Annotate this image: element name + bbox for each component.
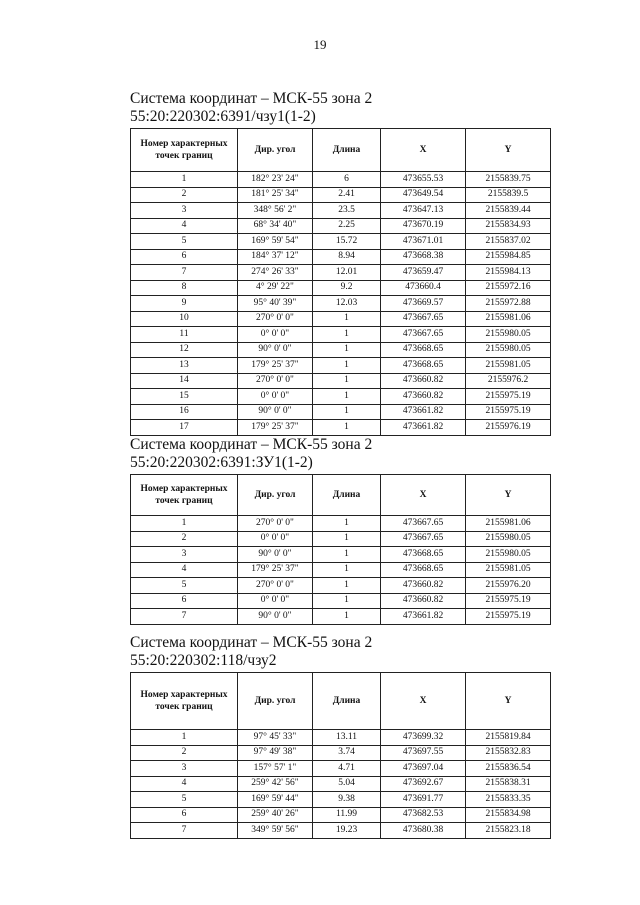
cell-x: 473647.13 [381, 203, 466, 219]
cell-x: 473668.65 [381, 358, 466, 374]
cell-y: 2155839.44 [466, 203, 551, 219]
cell-x: 473667.65 [381, 516, 466, 532]
cell-y: 2155981.06 [466, 516, 551, 532]
cell-point: 13 [131, 358, 238, 374]
cell-x: 473692.67 [381, 776, 466, 792]
header-length: Длина [313, 129, 381, 172]
cell-length: 9.2 [313, 280, 381, 296]
cell-length: 2.25 [313, 218, 381, 234]
cell-x: 473668.38 [381, 249, 466, 265]
cell-x: 473682.53 [381, 807, 466, 823]
table-row [131, 172, 551, 188]
cell-length: 1 [313, 311, 381, 327]
section-title-system: Система координат – МСК-55 зона 2 [130, 634, 373, 651]
cell-x: 473660.82 [381, 389, 466, 405]
cell-y: 2155972.88 [466, 296, 551, 312]
coordinates-table [130, 474, 551, 625]
cell-length: 1 [313, 389, 381, 405]
cell-y: 2155975.19 [466, 389, 551, 405]
table-row [131, 531, 551, 547]
cell-angle: 270° 0' 0" [238, 578, 313, 594]
table-header-row [131, 129, 551, 172]
cell-length: 19.23 [313, 823, 381, 839]
coordinate-section-1 [130, 90, 550, 436]
cell-x: 473680.38 [381, 823, 466, 839]
cell-y: 2155981.06 [466, 311, 551, 327]
cell-angle: 259° 40' 26" [238, 807, 313, 823]
cell-x: 473667.65 [381, 531, 466, 547]
table-row [131, 389, 551, 405]
cell-x: 473661.82 [381, 420, 466, 436]
table-row [131, 311, 551, 327]
cell-angle: 274° 26' 33" [238, 265, 313, 281]
section-title-parcel: 55:20:220302:6391:ЗУ1(1-2) [130, 454, 313, 471]
cell-y: 2155838.31 [466, 776, 551, 792]
table-row [131, 249, 551, 265]
section-title-parcel: 55:20:220302:118/чзу2 [130, 652, 277, 669]
coordinate-section-3 [130, 634, 550, 839]
table-row [131, 593, 551, 609]
cell-point: 3 [131, 547, 238, 563]
cell-x: 473660.82 [381, 593, 466, 609]
cell-y: 2155832.83 [466, 745, 551, 761]
cell-x: 473697.55 [381, 745, 466, 761]
cell-y: 2155976.2 [466, 373, 551, 389]
table-row [131, 823, 551, 839]
cell-x: 473670.19 [381, 218, 466, 234]
cell-y: 2155837.02 [466, 234, 551, 250]
table-row [131, 218, 551, 234]
section-title-system: Система координат – МСК-55 зона 2 [130, 436, 373, 453]
cell-angle: 4° 29' 22" [238, 280, 313, 296]
cell-x: 473667.65 [381, 311, 466, 327]
table-row [131, 761, 551, 777]
cell-point: 14 [131, 373, 238, 389]
cell-length: 1 [313, 578, 381, 594]
cell-x: 473660.82 [381, 373, 466, 389]
cell-length: 8.94 [313, 249, 381, 265]
cell-y: 2155975.19 [466, 593, 551, 609]
cell-point: 6 [131, 807, 238, 823]
header-length: Длина [313, 475, 381, 516]
cell-angle: 97° 49' 38" [238, 745, 313, 761]
table-row [131, 296, 551, 312]
cell-x: 473668.65 [381, 342, 466, 358]
cell-length: 1 [313, 547, 381, 563]
cell-y: 2155839.75 [466, 172, 551, 188]
cell-y: 2155975.19 [466, 609, 551, 625]
cell-point: 17 [131, 420, 238, 436]
section-title-parcel: 55:20:220302:6391/чзу1(1-2) [130, 108, 316, 125]
cell-x: 473668.65 [381, 562, 466, 578]
cell-length: 2.41 [313, 187, 381, 203]
cell-length: 11.99 [313, 807, 381, 823]
table-row [131, 420, 551, 436]
table-row [131, 578, 551, 594]
cell-x: 473660.82 [381, 578, 466, 594]
cell-point: 11 [131, 327, 238, 343]
section-title-system: Система координат – МСК-55 зона 2 [130, 90, 373, 107]
cell-point: 4 [131, 562, 238, 578]
page-number: 19 [313, 37, 327, 52]
cell-point: 9 [131, 296, 238, 312]
header-x: X [381, 673, 466, 730]
cell-length: 1 [313, 531, 381, 547]
cell-y: 2155980.05 [466, 531, 551, 547]
cell-point: 2 [131, 531, 238, 547]
cell-y: 2155981.05 [466, 358, 551, 374]
cell-angle: 0° 0' 0" [238, 531, 313, 547]
table-row [131, 373, 551, 389]
table-row [131, 265, 551, 281]
cell-x: 473669.57 [381, 296, 466, 312]
cell-angle: 0° 0' 0" [238, 327, 313, 343]
cell-y: 2155836.54 [466, 761, 551, 777]
cell-length: 1 [313, 373, 381, 389]
cell-length: 15.72 [313, 234, 381, 250]
table-row [131, 562, 551, 578]
cell-length: 9.38 [313, 792, 381, 808]
table-row [131, 776, 551, 792]
header-x: X [381, 475, 466, 516]
cell-point: 10 [131, 311, 238, 327]
cell-point: 3 [131, 761, 238, 777]
table-row [131, 280, 551, 296]
table-row [131, 609, 551, 625]
cell-y: 2155980.05 [466, 547, 551, 563]
cell-y: 2155980.05 [466, 327, 551, 343]
coordinates-table [130, 128, 551, 436]
cell-angle: 0° 0' 0" [238, 389, 313, 405]
cell-angle: 348° 56' 2" [238, 203, 313, 219]
cell-x: 473697.04 [381, 761, 466, 777]
coordinate-section-2 [130, 436, 550, 625]
cell-x: 473655.53 [381, 172, 466, 188]
cell-x: 473699.32 [381, 730, 466, 746]
cell-point: 8 [131, 280, 238, 296]
cell-angle: 157° 57' 1" [238, 761, 313, 777]
cell-x: 473691.77 [381, 792, 466, 808]
cell-length: 1 [313, 562, 381, 578]
cell-y: 2155972.16 [466, 280, 551, 296]
cell-angle: 169° 59' 54" [238, 234, 313, 250]
cell-y: 2155833.35 [466, 792, 551, 808]
section-title [130, 436, 550, 472]
table-row [131, 342, 551, 358]
table-header-row [131, 673, 551, 730]
cell-angle: 181° 25' 34" [238, 187, 313, 203]
cell-y: 2155976.20 [466, 578, 551, 594]
header-y: Y [466, 475, 551, 516]
cell-angle: 270° 0' 0" [238, 373, 313, 389]
cell-length: 1 [313, 327, 381, 343]
cell-angle: 90° 0' 0" [238, 404, 313, 420]
table-row [131, 358, 551, 374]
cell-y: 2155984.13 [466, 265, 551, 281]
cell-point: 5 [131, 578, 238, 594]
header-point: Номер характерных точек границ [131, 673, 238, 730]
cell-angle: 259° 42' 56" [238, 776, 313, 792]
table-row [131, 792, 551, 808]
section-title [130, 90, 550, 126]
cell-y: 2155819.84 [466, 730, 551, 746]
cell-point: 1 [131, 730, 238, 746]
table-row [131, 404, 551, 420]
cell-x: 473659.47 [381, 265, 466, 281]
cell-length: 3.74 [313, 745, 381, 761]
cell-point: 15 [131, 389, 238, 405]
coordinates-table [130, 672, 551, 839]
cell-point: 16 [131, 404, 238, 420]
cell-angle: 179° 25' 37" [238, 420, 313, 436]
cell-point: 7 [131, 609, 238, 625]
cell-point: 5 [131, 234, 238, 250]
header-point: Номер характерных точек границ [131, 475, 238, 516]
table-row [131, 730, 551, 746]
cell-y: 2155975.19 [466, 404, 551, 420]
table-row [131, 234, 551, 250]
cell-length: 12.03 [313, 296, 381, 312]
table-row [131, 807, 551, 823]
table-row [131, 516, 551, 532]
table-row [131, 547, 551, 563]
table-row [131, 327, 551, 343]
header-angle: Дир. угол [238, 129, 313, 172]
table-row [131, 187, 551, 203]
cell-length: 12.01 [313, 265, 381, 281]
cell-length: 1 [313, 358, 381, 374]
cell-angle: 179° 25' 37" [238, 358, 313, 374]
cell-length: 23.5 [313, 203, 381, 219]
header-y: Y [466, 129, 551, 172]
cell-point: 4 [131, 776, 238, 792]
cell-angle: 169° 59' 44" [238, 792, 313, 808]
cell-point: 1 [131, 516, 238, 532]
cell-point: 12 [131, 342, 238, 358]
cell-angle: 270° 0' 0" [238, 516, 313, 532]
cell-length: 1 [313, 404, 381, 420]
cell-length: 5.04 [313, 776, 381, 792]
cell-x: 473649.54 [381, 187, 466, 203]
cell-angle: 179° 25' 37" [238, 562, 313, 578]
cell-y: 2155823.18 [466, 823, 551, 839]
cell-length: 1 [313, 516, 381, 532]
cell-x: 473671.01 [381, 234, 466, 250]
cell-x: 473661.82 [381, 609, 466, 625]
cell-angle: 68° 34' 40" [238, 218, 313, 234]
cell-angle: 97° 45' 33" [238, 730, 313, 746]
header-x: X [381, 129, 466, 172]
cell-y: 2155984.85 [466, 249, 551, 265]
cell-point: 1 [131, 172, 238, 188]
header-angle: Дир. угол [238, 673, 313, 730]
cell-angle: 270° 0' 0" [238, 311, 313, 327]
cell-angle: 0° 0' 0" [238, 593, 313, 609]
cell-x: 473660.4 [381, 280, 466, 296]
cell-length: 1 [313, 420, 381, 436]
table-row [131, 745, 551, 761]
header-angle: Дир. угол [238, 475, 313, 516]
cell-angle: 95° 40' 39" [238, 296, 313, 312]
cell-length: 6 [313, 172, 381, 188]
cell-point: 5 [131, 792, 238, 808]
cell-point: 2 [131, 745, 238, 761]
header-y: Y [466, 673, 551, 730]
header-point: Номер характерных точек границ [131, 129, 238, 172]
cell-angle: 90° 0' 0" [238, 342, 313, 358]
cell-y: 2155981.05 [466, 562, 551, 578]
section-title [130, 634, 550, 670]
cell-y: 2155980.05 [466, 342, 551, 358]
table-header-row [131, 475, 551, 516]
cell-x: 473661.82 [381, 404, 466, 420]
header-length: Длина [313, 673, 381, 730]
cell-point: 6 [131, 593, 238, 609]
cell-point: 7 [131, 823, 238, 839]
cell-angle: 90° 0' 0" [238, 547, 313, 563]
cell-angle: 184° 37' 12" [238, 249, 313, 265]
cell-point: 7 [131, 265, 238, 281]
cell-angle: 182° 23' 24" [238, 172, 313, 188]
cell-y: 2155839.5 [466, 187, 551, 203]
cell-x: 473667.65 [381, 327, 466, 343]
cell-y: 2155834.98 [466, 807, 551, 823]
cell-angle: 349° 59' 56" [238, 823, 313, 839]
cell-y: 2155834.93 [466, 218, 551, 234]
cell-length: 13.11 [313, 730, 381, 746]
cell-length: 1 [313, 593, 381, 609]
cell-angle: 90° 0' 0" [238, 609, 313, 625]
cell-length: 4.71 [313, 761, 381, 777]
cell-point: 2 [131, 187, 238, 203]
cell-length: 1 [313, 342, 381, 358]
cell-x: 473668.65 [381, 547, 466, 563]
cell-point: 6 [131, 249, 238, 265]
table-row [131, 203, 551, 219]
cell-y: 2155976.19 [466, 420, 551, 436]
cell-point: 3 [131, 203, 238, 219]
cell-point: 4 [131, 218, 238, 234]
cell-length: 1 [313, 609, 381, 625]
